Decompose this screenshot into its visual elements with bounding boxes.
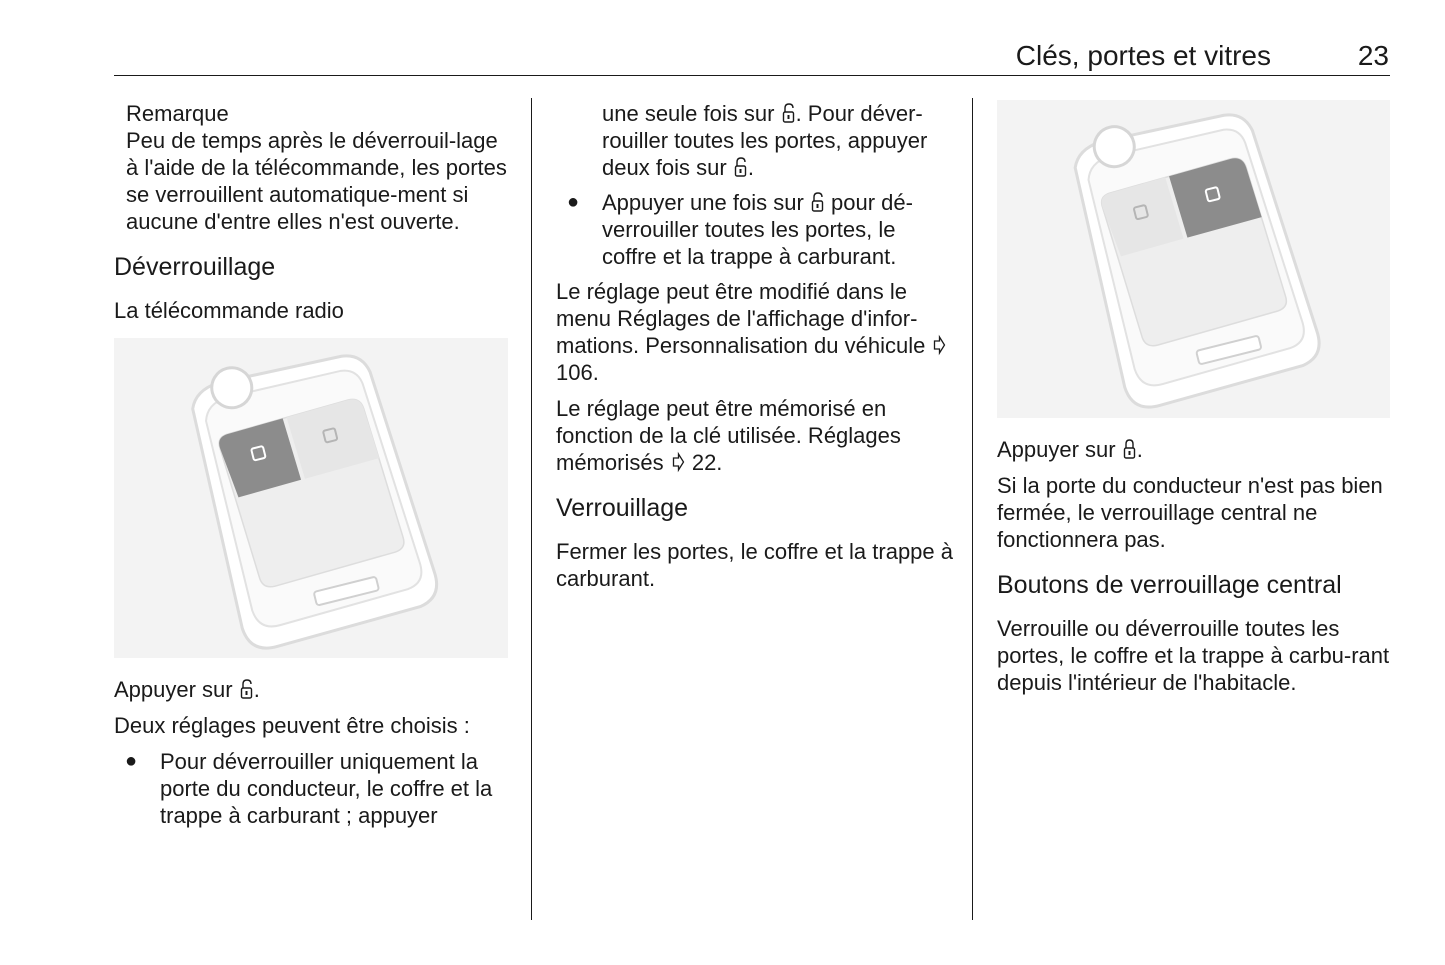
page-number: 23 — [1357, 40, 1389, 71]
remote-key-illustration — [114, 338, 508, 658]
central-lock-text: Verrouille ou déverrouille toutes les portes, le coffre et la trappe à carbu-rant depuis l'intérieur de l'habitacle. — [997, 616, 1390, 695]
unlock-icon — [811, 191, 824, 213]
driver-door-text: Si la porte du conducteur n'est pas bien fermée, le verrouillage central ne fonctionnera pas. — [997, 473, 1383, 552]
unlock-icon — [734, 156, 747, 178]
column-1 — [114, 100, 514, 837]
section-title: Clés, portes et vitres — [1015, 40, 1271, 71]
remote-key-lock-illustration — [997, 100, 1390, 418]
bullet-item — [114, 748, 514, 829]
heading-central-lock-buttons: Boutons de verrouillage central — [997, 571, 1342, 599]
unlock-icon — [240, 678, 253, 700]
press-unlock-line: Appuyer sur . — [114, 677, 260, 702]
choices-text: Deux réglages peuvent être choisis : — [114, 713, 470, 738]
note-text: Peu de temps après le déverrouil-lage à l'aide de la télécommande, les portes se verrouillent automatique-ment si aucune d'entre elles n'est ouverte. — [126, 128, 507, 234]
note-label: Remarque — [126, 101, 229, 126]
page-reference[interactable]: 106. — [556, 360, 599, 385]
bullet-dot: ● — [567, 191, 580, 213]
heading-unlocking: Déverrouillage — [114, 253, 276, 281]
bullet-dot: ● — [125, 750, 138, 772]
lock-icon — [1123, 438, 1136, 460]
close-doors-text: Fermer les portes, le coffre et la trappe à carburant. — [556, 539, 953, 591]
reference-arrow-icon — [671, 451, 685, 473]
bullet-text: Pour déverrouiller uniquement la porte du conducteur, le coffre et la trappe à carburant ; appuyer — [160, 749, 493, 828]
bullet-continuation: une seule fois sur . Pour déver-rouiller toutes les portes, appuyer deux fois sur . — [602, 101, 928, 180]
settings-paragraph: Le réglage peut être modifié dans le menu Réglages de l'affichage d'infor-mations. Personnalisation du véhicule 106. — [556, 278, 956, 386]
unlock-icon — [782, 102, 795, 124]
press-lock-line: Appuyer sur . — [997, 437, 1143, 462]
heading-locking: Verrouillage — [556, 494, 689, 522]
column-divider — [531, 98, 532, 920]
header-rule — [114, 75, 1390, 76]
bullet-item: ● Appuyer une fois sur pour dé-verrouiller toutes les portes, le coffre et la trappe à carburant. — [567, 190, 913, 269]
reference-arrow-icon — [932, 334, 946, 356]
memory-paragraph: Le réglage peut être mémorisé en fonction de la clé utilisée. Réglages mémorisés 22. — [556, 396, 901, 475]
column-3 — [997, 100, 1397, 705]
column-divider — [972, 98, 973, 920]
subheading-remote: La télécommande radio — [114, 298, 344, 323]
column-2 — [556, 100, 956, 601]
page-reference[interactable]: 22. — [691, 450, 723, 475]
note-box — [114, 100, 514, 235]
